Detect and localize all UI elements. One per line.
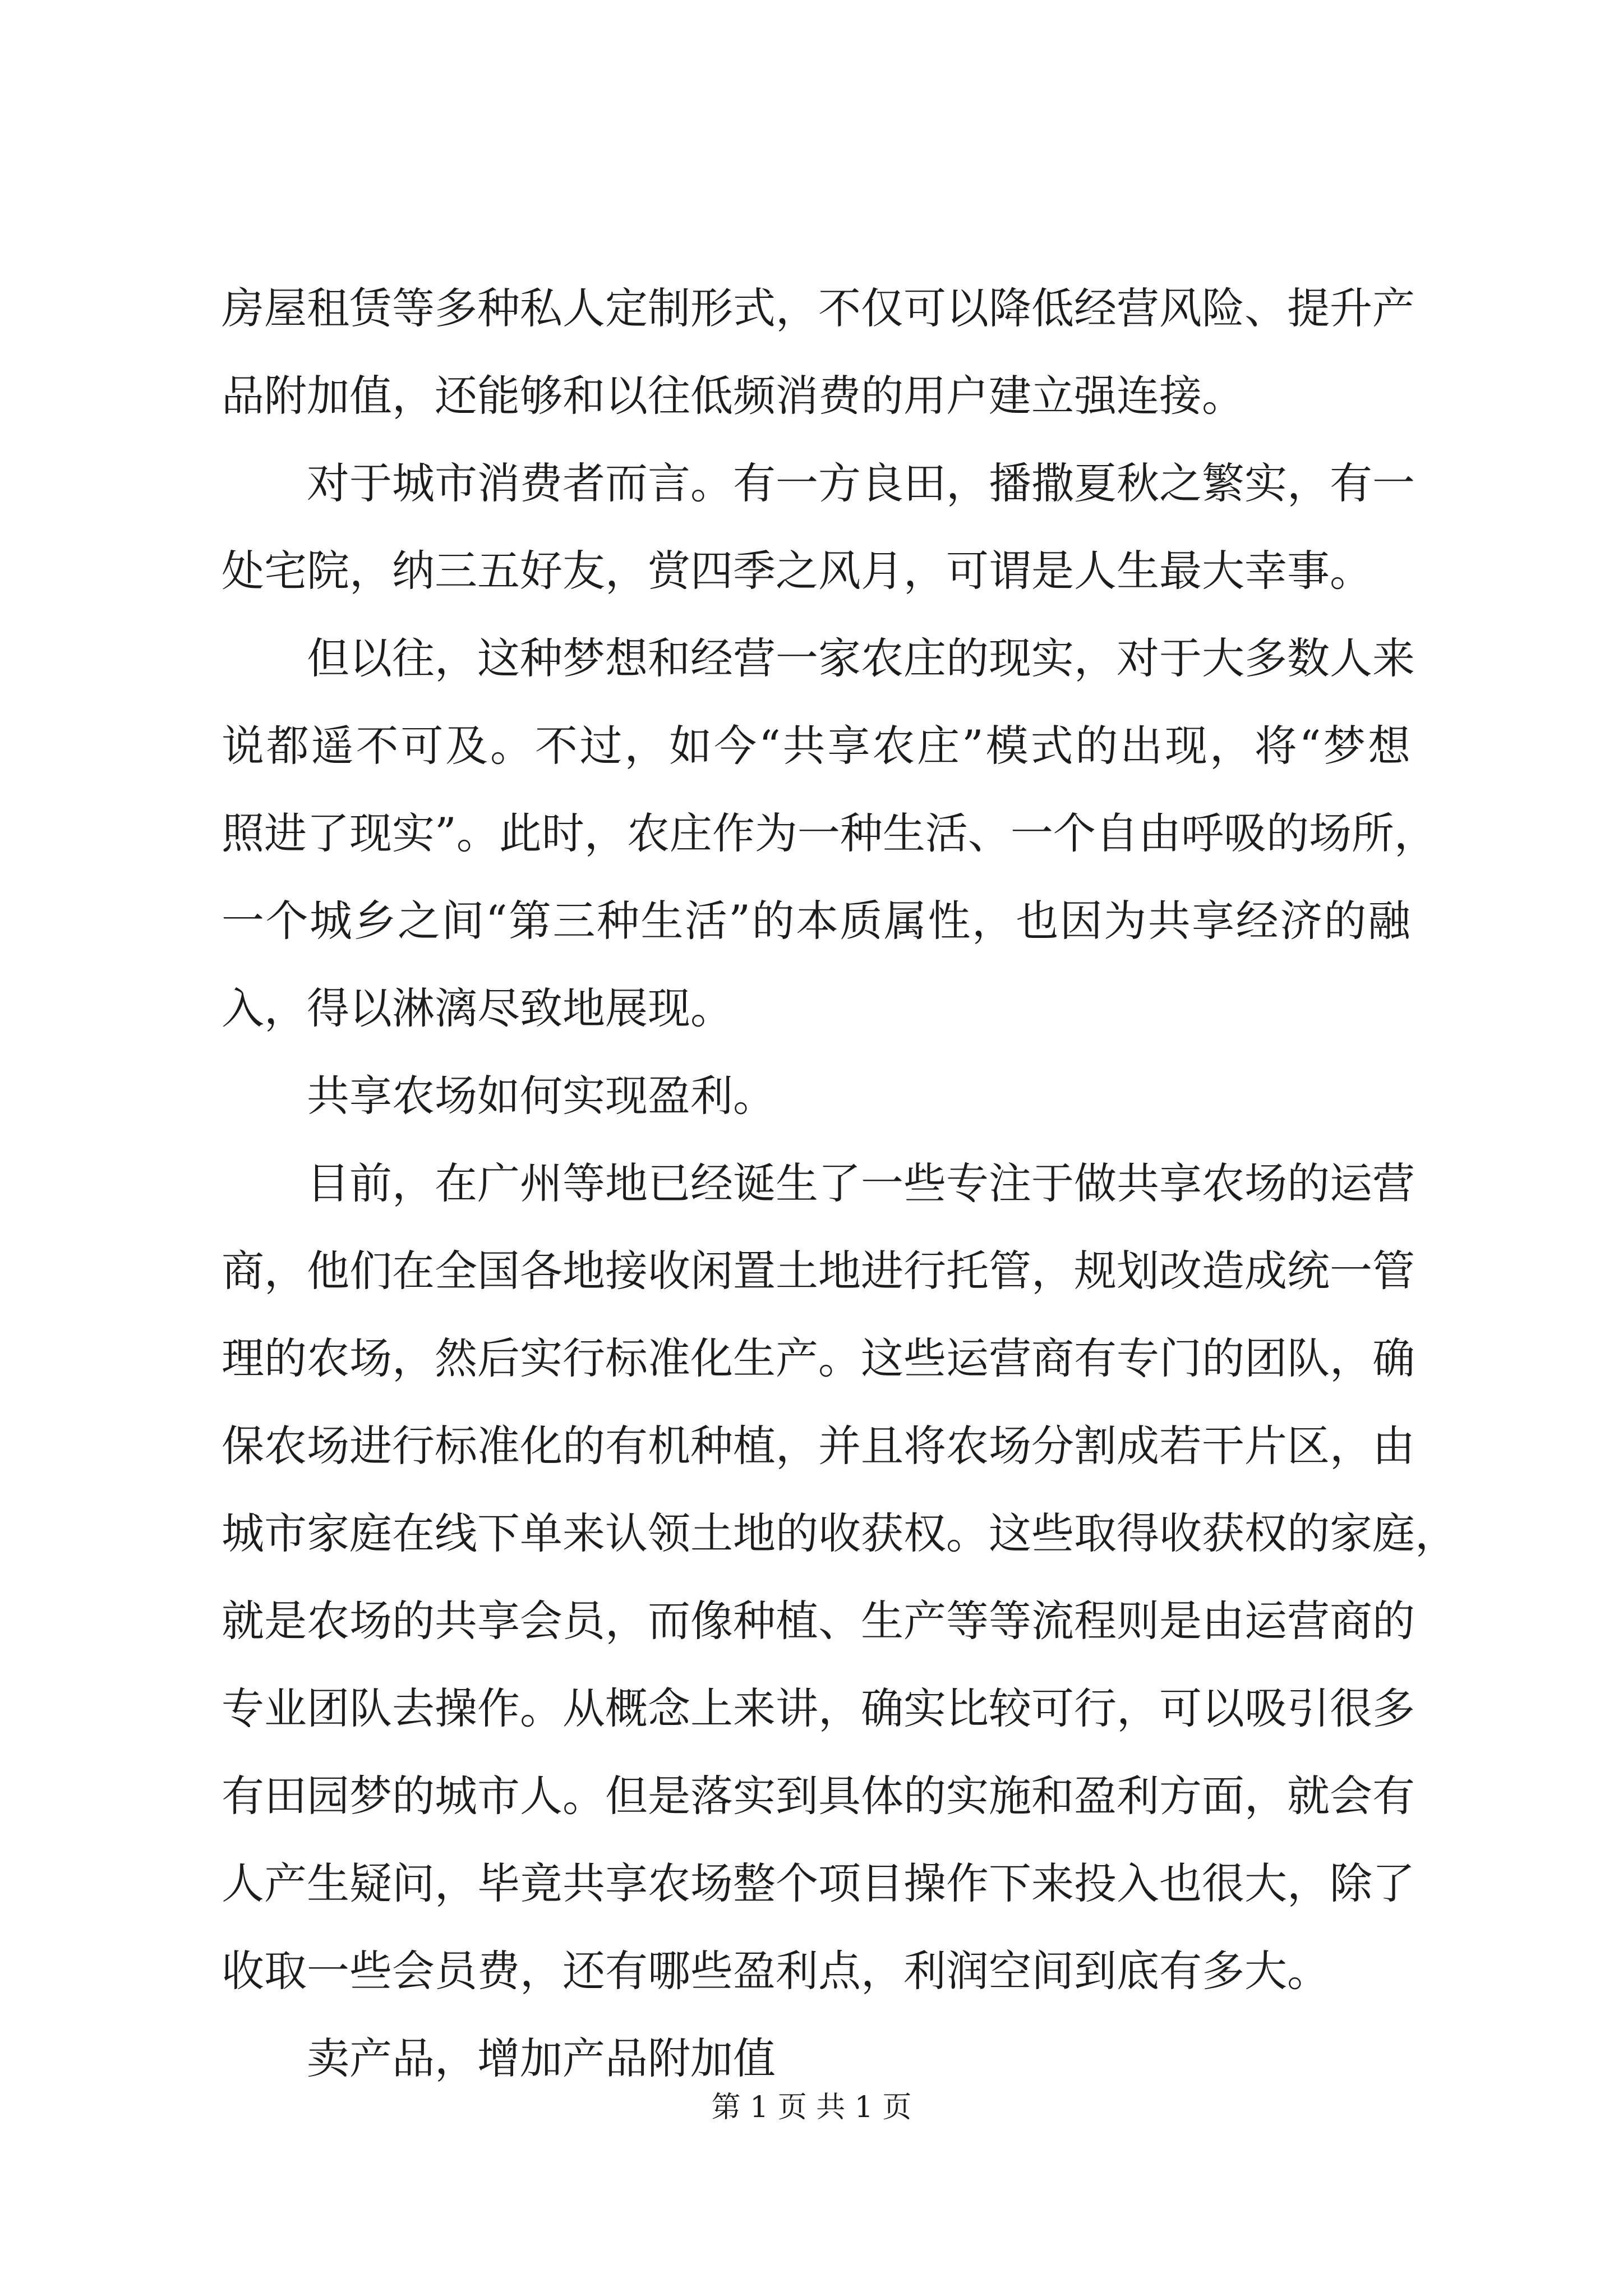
page-footer: 第 1 页 共 1 页	[711, 2091, 912, 2124]
paragraph-line: 城市家庭在线下单来认领土地的收获权。这些取得收获权的家庭，	[222, 1508, 1458, 1558]
document-body	[222, 265, 1458, 2102]
paragraph-line: 保农场进行标准化的有机种植，并且将农场分割成若干片区，由	[222, 1421, 1415, 1471]
paragraph-line: 专业团队去操作。从概念上来讲，确实比较可行，可以吸引很多	[222, 1683, 1415, 1733]
paragraph-line: 入，得以淋漓尽致地展现。	[222, 983, 733, 1033]
paragraph-line: 对于城市消费者而言。有一方良田，播撒夏秋之繁实，有一	[307, 458, 1415, 508]
paragraph-line: 说都遥不可及。不过，如今“共享农庄”模式的出现，将“梦想	[222, 721, 1410, 771]
paragraph-line: 理的农场，然后实行标准化生产。这些运营商有专门的团队，确	[222, 1333, 1415, 1383]
paragraph-line: 就是农场的共享会员，而像种植、生产等等流程则是由运营商的	[222, 1596, 1415, 1646]
paragraph-line: 但以往，这种梦想和经营一家农庄的现实，对于大多数人来	[307, 633, 1415, 683]
paragraph-line: 目前，在广州等地已经诞生了一些专注于做共享农场的运营	[307, 1158, 1415, 1208]
section-heading: 卖产品，增加产品附加值	[307, 2033, 776, 2083]
paragraph-line: 一个城乡之间“第三种生活”的本质属性，也因为共享经济的融	[222, 896, 1410, 946]
paragraph-line: 处宅院，纳三五好友，赏四季之风月，可谓是人生最大幸事。	[222, 546, 1372, 596]
paragraph-line: 收取一些会员费，还有哪些盈利点，利润空间到底有多大。	[222, 1946, 1330, 1996]
paragraph-line: 商，他们在全国各地接收闲置土地进行托管，规划改造成统一管	[222, 1246, 1415, 1296]
paragraph-line: 照进了现实”。此时，农庄作为一种生活、一个自由呼吸的场所，	[222, 808, 1437, 858]
paragraph-line: 房屋租赁等多种私人定制形式，不仅可以降低经营风险、提升产	[222, 283, 1415, 333]
section-heading: 共享农场如何实现盈利。	[307, 1071, 776, 1121]
paragraph-line: 人产生疑问，毕竟共享农场整个项目操作下来投入也很大，除了	[222, 1858, 1415, 1908]
paragraph-line: 品附加值，还能够和以往低频消费的用户建立强连接。	[222, 371, 1244, 421]
paragraph-line: 有田园梦的城市人。但是落实到具体的实施和盈利方面，就会有	[222, 1771, 1415, 1821]
